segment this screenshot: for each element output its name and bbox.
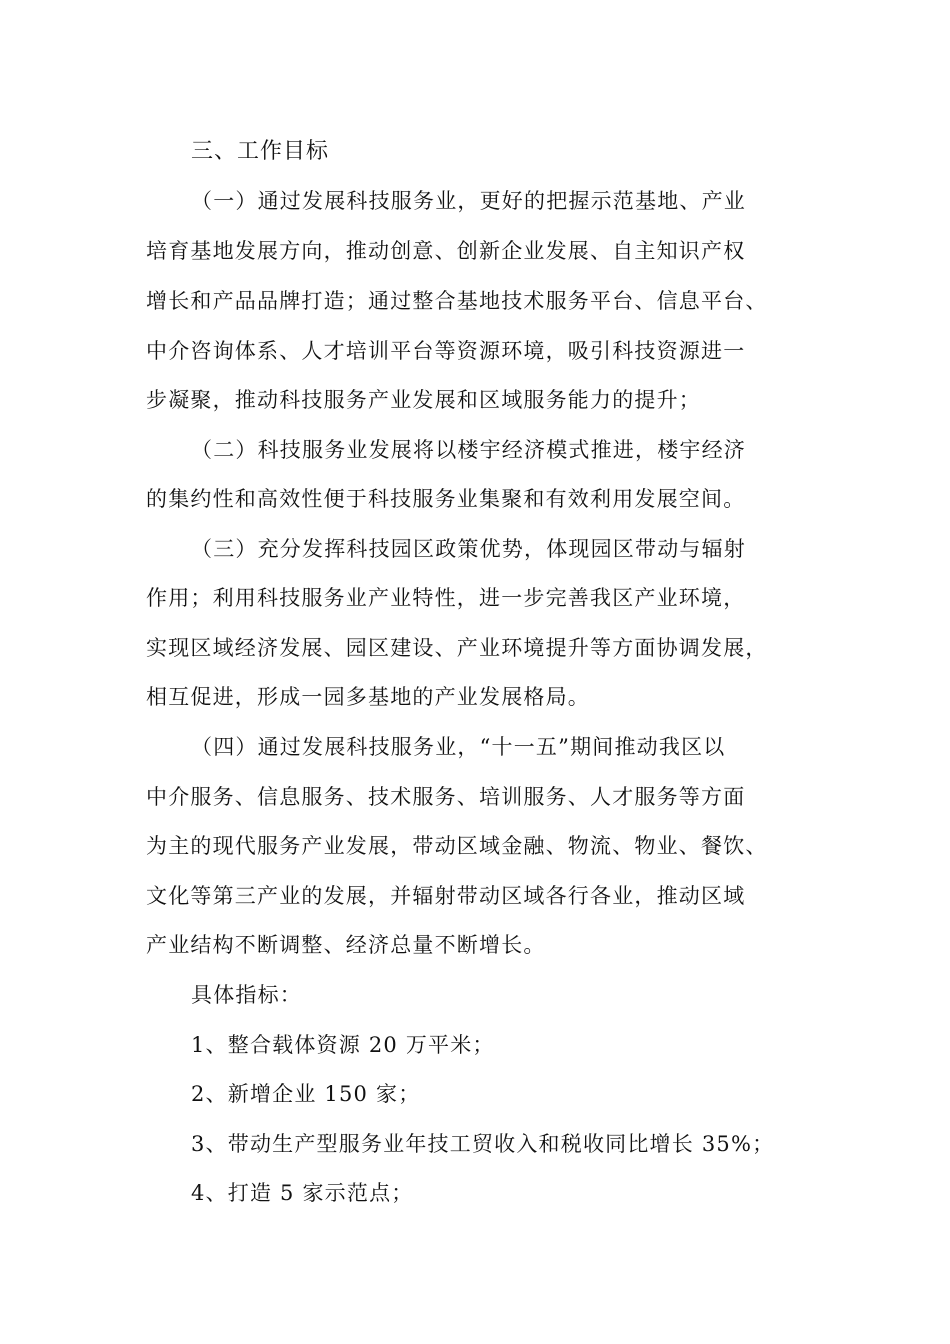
paragraph-1-line-4: 中介咨询体系、人才培训平台等资源环境，吸引科技资源进一 [146,339,746,363]
paragraph-4-line-2: 中介服务、信息服务、技术服务、培训服务、人才服务等方面 [146,785,746,809]
paragraph-1-line-2: 培育基地发展方向，推动创意、创新企业发展、自主知识产权 [146,239,746,263]
paragraph-3-line-3: 实现区域经济发展、园区建设、产业环境提升等方面协调发展， [146,636,768,660]
indicator-item-1: 1、整合载体资源 20 万平米； [191,1033,495,1057]
paragraph-2-line-2: 的集约性和高效性便于科技服务业集聚和有效利用发展空间。 [146,487,746,511]
paragraph-1-line-5: 步凝聚，推动科技服务产业发展和区域服务能力的提升； [146,388,701,412]
paragraph-1-line-3: 增长和产品品牌打造；通过整合基地技术服务平台、信息平台、 [146,289,768,313]
section-heading: 三、工作目标 [191,139,330,164]
paragraph-3-line-2: 作用；利用科技服务业产业特性，进一步完善我区产业环境， [146,586,746,610]
paragraph-4-line-3: 为主的现代服务产业发展，带动区域金融、物流、物业、餐饮、 [146,834,768,858]
indicator-item-3: 3、带动生产型服务业年技工贸收入和税收同比增长 35%； [191,1132,775,1156]
paragraph-4-line-1: （四）通过发展科技服务业，“十一五”期间推动我区以 [191,735,726,759]
paragraph-3-line-1: （三）充分发挥科技园区政策优势，体现园区带动与辐射 [191,537,746,561]
paragraph-4-line-5: 产业结构不断调整、经济总量不断增长。 [146,933,546,957]
paragraph-1-line-1: （一）通过发展科技服务业，更好的把握示范基地、产业 [191,189,746,213]
indicator-item-2: 2、新增企业 150 家； [191,1082,421,1106]
paragraph-4-line-4: 文化等第三产业的发展，并辐射带动区域各行各业，推动区域 [146,884,746,908]
indicator-item-4: 4、打造 5 家示范点； [191,1181,414,1205]
paragraph-3-line-4: 相互促进，形成一园多基地的产业发展格局。 [146,685,590,709]
paragraph-2-line-1: （二）科技服务业发展将以楼宇经济模式推进，楼宇经济 [191,438,746,462]
indicators-title: 具体指标： [191,983,302,1007]
